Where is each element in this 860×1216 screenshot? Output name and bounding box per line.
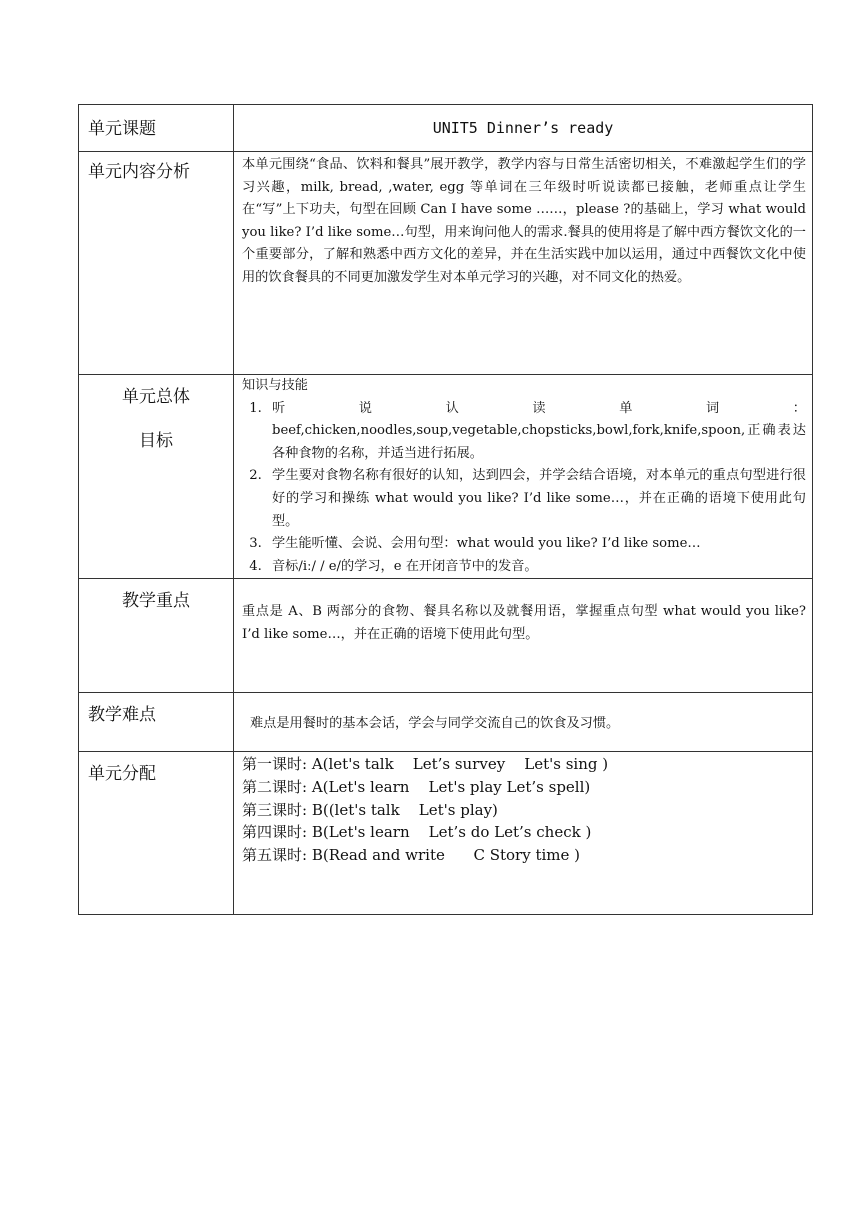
difficulties-text-cell bbox=[234, 693, 813, 752]
title-label-cell bbox=[79, 105, 234, 152]
key-points-text-cell bbox=[234, 579, 813, 693]
key-points-label: 教学重点 bbox=[122, 591, 190, 612]
title-value-cell bbox=[234, 105, 813, 152]
allocation-label-cell bbox=[79, 752, 234, 915]
allocation-lessons-cell bbox=[234, 752, 813, 915]
difficulties-label-cell bbox=[79, 693, 234, 752]
key-points-label-cell bbox=[79, 579, 234, 693]
lesson-item: 第四课时: B(Let's learn Let’s do Let’s check ) bbox=[242, 823, 592, 842]
goals-content-cell bbox=[234, 375, 813, 579]
goals-heading: 知识与技能 bbox=[242, 378, 308, 393]
unit-title: UNIT5 Dinner’s ready bbox=[432, 119, 614, 137]
analysis-row bbox=[79, 152, 813, 375]
title-row bbox=[79, 105, 813, 152]
analysis-text-cell bbox=[234, 152, 813, 375]
lesson-list bbox=[234, 752, 812, 866]
key-points-row bbox=[79, 579, 813, 693]
allocation-label: 单元分配 bbox=[88, 764, 156, 785]
lesson-item: 第一课时: A(let's talk Let’s survey Let's sing ) bbox=[242, 755, 609, 774]
analysis-label-cell bbox=[79, 152, 234, 375]
goals-label-line1: 单元总体 bbox=[122, 387, 190, 407]
difficulties-label: 教学难点 bbox=[88, 705, 156, 726]
allocation-row bbox=[79, 752, 813, 915]
goals-label-cell bbox=[79, 375, 234, 579]
key-points-text: 重点是 A、B 两部分的食物、餐具名称以及就餐用语，掌握重点句型 what would you like? I’d like some…，并在正确的语境下使用此句型。 bbox=[242, 604, 806, 642]
difficulties-text: 难点是用餐时的基本会话，学会与同学交流自己的饮食及习惯。 bbox=[250, 716, 620, 732]
analysis-text: 本单元围绕“食品、饮料和餐具”展开教学，教学内容与日常生活密切相关，不难激起学生们的学习兴趣，milk, bread, ,water, egg 等单词在三年级时听说读都已接触，老师重点让学生在“写”上下功夫，句型在回顾 Can I have some ……，please ?的基础上，学习 what would you like? I’d like some…句型，用来询问他人的需求.餐具的使用将是了解中西方餐饮文化的一个重要部分，了解和熟悉中西方文化的差异，并在生活实践中加以运用，通过中西餐饮文化中使用的饮食餐具的不同更加激发学生对本单元学习的兴趣，对不同文化的热爱。 bbox=[242, 157, 806, 285]
lesson-item: 第三课时: B((let's talk Let's play) bbox=[242, 800, 498, 819]
goals-list bbox=[234, 398, 812, 579]
goal-item: 4. 音标/iː/ / e/的学习，e 在开闭音节中的发音。 bbox=[266, 556, 806, 579]
difficulties-row bbox=[79, 693, 813, 752]
goal-item: 2. 学生要对食物名称有很好的认知，达到四会，并学会结合语境，对本单元的重点句型进行很好的学习和操练 what would you like? I’d like some…，并在正确的语境下使用此句型。 bbox=[266, 465, 806, 533]
analysis-label: 单元内容分析 bbox=[88, 162, 190, 182]
goals-row bbox=[79, 375, 813, 579]
goals-label-line2: 目标 bbox=[139, 431, 173, 451]
unit-plan-table bbox=[78, 104, 813, 915]
title-label: 单元课题 bbox=[88, 119, 156, 139]
lesson-item: 第二课时: A(Let's learn Let's play Let’s spell) bbox=[242, 777, 591, 796]
lesson-item: 第五课时: B(Read and write C Story time ) bbox=[242, 845, 581, 864]
goal-item: 3. 学生能听懂、会说、会用句型：what would you like? I’d like some… bbox=[266, 533, 806, 556]
goal-item: 1. 听说认读单词：beef,chicken,noodles,soup,vegetable,chopsticks,bowl,fork,knife,spoon,正确表达各种食物的名称，并适当进行拓展。 bbox=[266, 398, 806, 466]
